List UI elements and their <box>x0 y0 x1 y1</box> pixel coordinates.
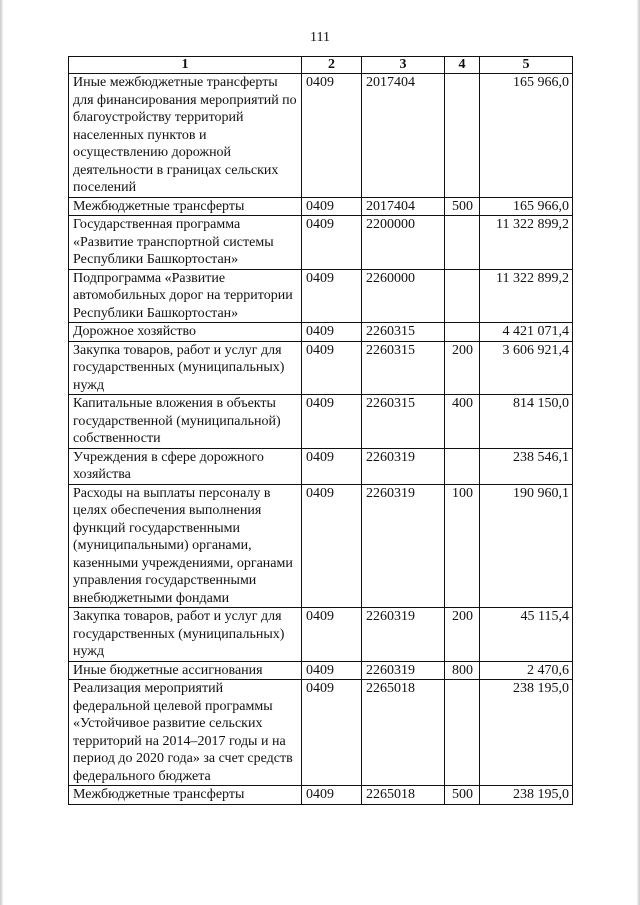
row-name: Иные бюджетные ассигнования <box>69 661 302 680</box>
row-amount: 3 606 921,4 <box>480 341 573 395</box>
row-name: Закупка товаров, работ и услуг для государственных (муниципальных) нужд <box>69 341 302 395</box>
page-number: 111 <box>310 30 330 45</box>
row-amount: 11 322 899,2 <box>480 216 573 270</box>
row-target: 2017404 <box>362 197 445 216</box>
row-target: 2260319 <box>362 484 445 608</box>
header-col-5: 5 <box>480 57 573 74</box>
row-amount: 11 322 899,2 <box>480 269 573 323</box>
row-section: 0409 <box>302 608 362 662</box>
row-section: 0409 <box>302 74 362 198</box>
table-row <box>69 269 573 323</box>
row-target: 2260319 <box>362 448 445 484</box>
row-type <box>445 74 480 198</box>
row-type: 200 <box>445 341 480 395</box>
row-type: 400 <box>445 395 480 449</box>
row-name: Межбюджетные трансферты <box>69 786 302 805</box>
table-row <box>69 341 573 395</box>
row-target: 2265018 <box>362 786 445 805</box>
row-amount: 165 966,0 <box>480 74 573 198</box>
table-row <box>69 608 573 662</box>
table-row <box>69 216 573 270</box>
header-row <box>69 57 573 74</box>
row-amount: 814 150,0 <box>480 395 573 449</box>
row-type <box>445 323 480 342</box>
budget-table <box>68 56 573 805</box>
row-amount: 45 115,4 <box>480 608 573 662</box>
row-name: Дорожное хозяйство <box>69 323 302 342</box>
row-target: 2200000 <box>362 216 445 270</box>
row-amount: 190 960,1 <box>480 484 573 608</box>
row-section: 0409 <box>302 448 362 484</box>
row-amount: 2 470,6 <box>480 661 573 680</box>
row-type <box>445 269 480 323</box>
row-section: 0409 <box>302 484 362 608</box>
row-target: 2260319 <box>362 661 445 680</box>
row-target: 2265018 <box>362 680 445 786</box>
row-name: Иные межбюджетные трансферты для финансирования мероприятий по благоустройству территорий населенных пунктов и осуществлению дорожной деятельности в границах сельских поселений <box>69 74 302 198</box>
row-amount: 165 966,0 <box>480 197 573 216</box>
table-row <box>69 74 573 198</box>
row-target: 2260315 <box>362 341 445 395</box>
row-type: 200 <box>445 608 480 662</box>
row-type: 500 <box>445 786 480 805</box>
row-section: 0409 <box>302 661 362 680</box>
row-name: Государственная программа «Развитие транспортной системы Республики Башкортостан» <box>69 216 302 270</box>
row-type: 500 <box>445 197 480 216</box>
row-name: Капитальные вложения в объекты государственной (муниципальной) собственности <box>69 395 302 449</box>
header-col-3: 3 <box>362 57 445 74</box>
row-target: 2260000 <box>362 269 445 323</box>
row-section: 0409 <box>302 323 362 342</box>
row-section: 0409 <box>302 269 362 323</box>
row-section: 0409 <box>302 341 362 395</box>
row-type: 100 <box>445 484 480 608</box>
row-target: 2260319 <box>362 608 445 662</box>
row-amount: 238 546,1 <box>480 448 573 484</box>
row-section: 0409 <box>302 216 362 270</box>
table-row <box>69 680 573 786</box>
header-col-4: 4 <box>445 57 480 74</box>
row-name: Учреждения в сфере дорожного хозяйства <box>69 448 302 484</box>
row-name: Расходы на выплаты персоналу в целях обеспечения выполнения функций государственными (муниципальными) органами, казенными учреждениями, органами управления государственными внебюджетными фондами <box>69 484 302 608</box>
row-amount: 238 195,0 <box>480 786 573 805</box>
scan-edge-left <box>0 0 3 905</box>
row-name: Подпрограмма «Развитие автомобильных дорог на территории Республики Башкортостан» <box>69 269 302 323</box>
row-section: 0409 <box>302 197 362 216</box>
table-row <box>69 484 573 608</box>
row-type: 800 <box>445 661 480 680</box>
row-type <box>445 448 480 484</box>
row-name: Закупка товаров, работ и услуг для государственных (муниципальных) нужд <box>69 608 302 662</box>
table-row <box>69 395 573 449</box>
row-type <box>445 216 480 270</box>
row-section: 0409 <box>302 786 362 805</box>
row-amount: 238 195,0 <box>480 680 573 786</box>
table-row <box>69 323 573 342</box>
row-target: 2017404 <box>362 74 445 198</box>
row-section: 0409 <box>302 680 362 786</box>
row-target: 2260315 <box>362 395 445 449</box>
row-name: Межбюджетные трансферты <box>69 197 302 216</box>
row-target: 2260315 <box>362 323 445 342</box>
row-name: Реализация мероприятий федеральной целевой программы «Устойчивое развитие сельских территорий на 2014–2017 годы и на период до 2020 года» за счет средств федерального бюджета <box>69 680 302 786</box>
header-col-2: 2 <box>302 57 362 74</box>
header-col-1: 1 <box>69 57 302 74</box>
table-row <box>69 448 573 484</box>
table-row <box>69 661 573 680</box>
row-type <box>445 680 480 786</box>
table-row <box>69 786 573 805</box>
row-amount: 4 421 071,4 <box>480 323 573 342</box>
row-section: 0409 <box>302 395 362 449</box>
table-row <box>69 197 573 216</box>
